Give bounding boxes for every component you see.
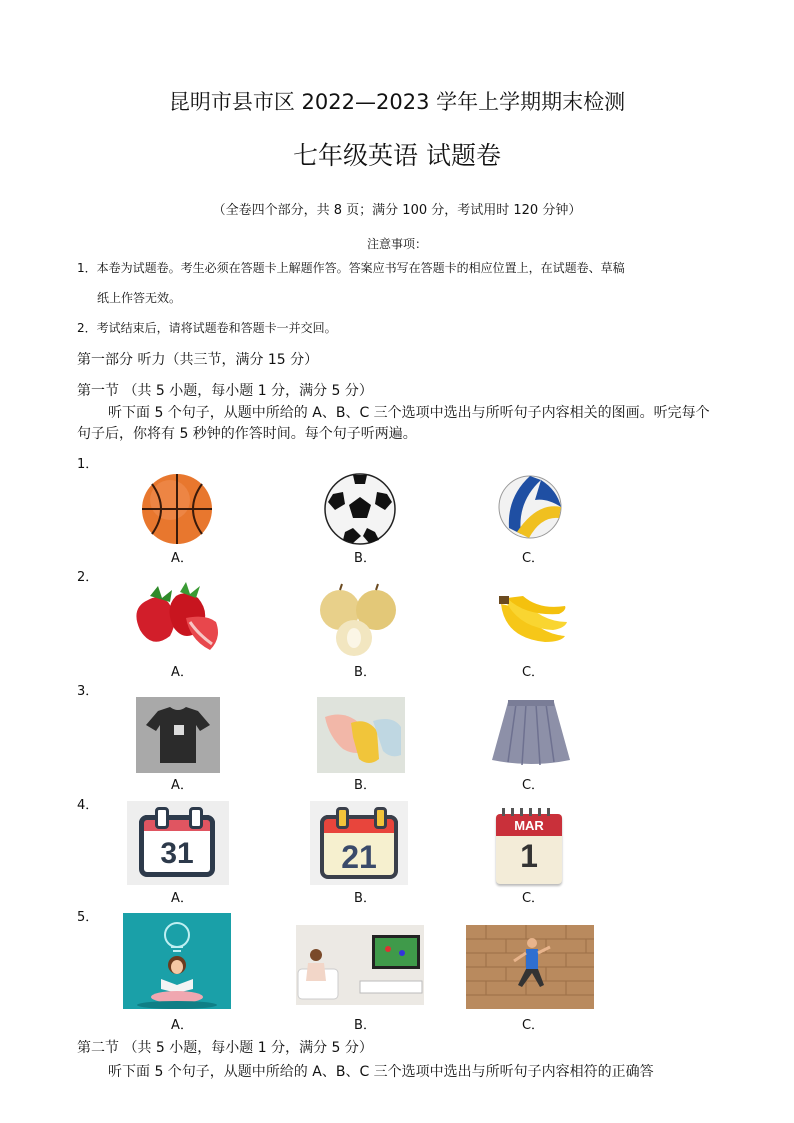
notice-item-1: 1．本卷为试题卷。考生必须在答题卡上解题作答。答案应书写在答题卡的相应位置上，在试题卷、草稿 (77, 261, 625, 275)
t-shirt-picture (136, 697, 220, 773)
watching-tv-picture (296, 925, 424, 1005)
calendar-21-number: 21 (341, 839, 377, 875)
option-label-1a: A． (171, 551, 193, 566)
question-number-1: 1． (77, 457, 99, 472)
exam-meta: （全卷四个部分，共 8 页；满分 100 分，考试用时 120 分钟） (212, 203, 582, 218)
option-label-4a: A． (171, 891, 193, 906)
socks-picture (317, 697, 405, 773)
option-label-5c: C． (521, 1018, 545, 1033)
option-label-3b: B． (354, 778, 376, 793)
exam-subtitle: 七年级英语 试题卷 (293, 141, 501, 170)
option-label-4b: B． (354, 891, 376, 906)
option-label-2a: A． (171, 665, 193, 680)
option-label-2c: C． (521, 665, 545, 680)
section1-instructions: 听下面 5 个句子，从题中所给的 A、B、C 三个选项中选出与所听句子内容相关的图画。听完每个句子后，你将有 5 秒钟的作答时间。每个句子听两遍。 (77, 405, 710, 442)
running-boy-picture (466, 925, 594, 1009)
soccer-ball-picture (323, 472, 397, 546)
question-number-4: 4． (77, 798, 99, 813)
option-label-4c: C． (521, 891, 545, 906)
basketball-picture (140, 472, 214, 546)
section1-heading: 第一节 （共 5 小题，每小题 1 分，满分 5 分） (77, 383, 373, 399)
calendar-mar-1-picture (496, 806, 562, 884)
calendar-month: MAR (514, 818, 544, 833)
strawberries-picture (128, 578, 224, 658)
notice-item-1-cont: 纸上作答无效。 (97, 291, 182, 305)
section2-heading: 第二节 （共 5 小题，每小题 1 分，满分 5 分） (77, 1040, 373, 1056)
option-label-2b: B． (354, 665, 376, 680)
part1-heading: 第一部分 听力（共三节，满分 15 分） (77, 352, 319, 368)
option-label-1b: B． (354, 551, 376, 566)
question-number-5: 5． (77, 910, 99, 925)
calendar-day: 1 (520, 838, 538, 874)
pears-picture (310, 580, 406, 660)
option-label-3c: C． (521, 778, 545, 793)
volleyball-picture (497, 472, 563, 542)
question-number-2: 2． (77, 570, 99, 585)
option-label-1c: C． (521, 551, 545, 566)
option-label-3a: A． (171, 778, 193, 793)
exam-title: 昆明市县市区 2022—2023 学年上学期期末检测 (168, 90, 626, 114)
question-number-3: 3． (77, 684, 99, 699)
skirt-picture (490, 700, 572, 768)
calendar-31-number: 31 (160, 837, 194, 870)
bananas-picture (495, 592, 567, 650)
option-label-5b: B． (354, 1018, 376, 1033)
notice-item-2: 2．考试结束后，请将试题卷和答题卡一并交回。 (77, 321, 337, 335)
reading-girl-picture (123, 913, 231, 1009)
calendar-31-picture (127, 801, 229, 885)
section2-instructions: 听下面 5 个句子，从题中所给的 A、B、C 三个选项中选出与所听句子内容相符的正确答 (108, 1064, 654, 1080)
option-label-5a: A． (171, 1018, 193, 1033)
calendar-21-picture (310, 801, 408, 885)
notice-heading: 注意事项： (366, 237, 427, 251)
